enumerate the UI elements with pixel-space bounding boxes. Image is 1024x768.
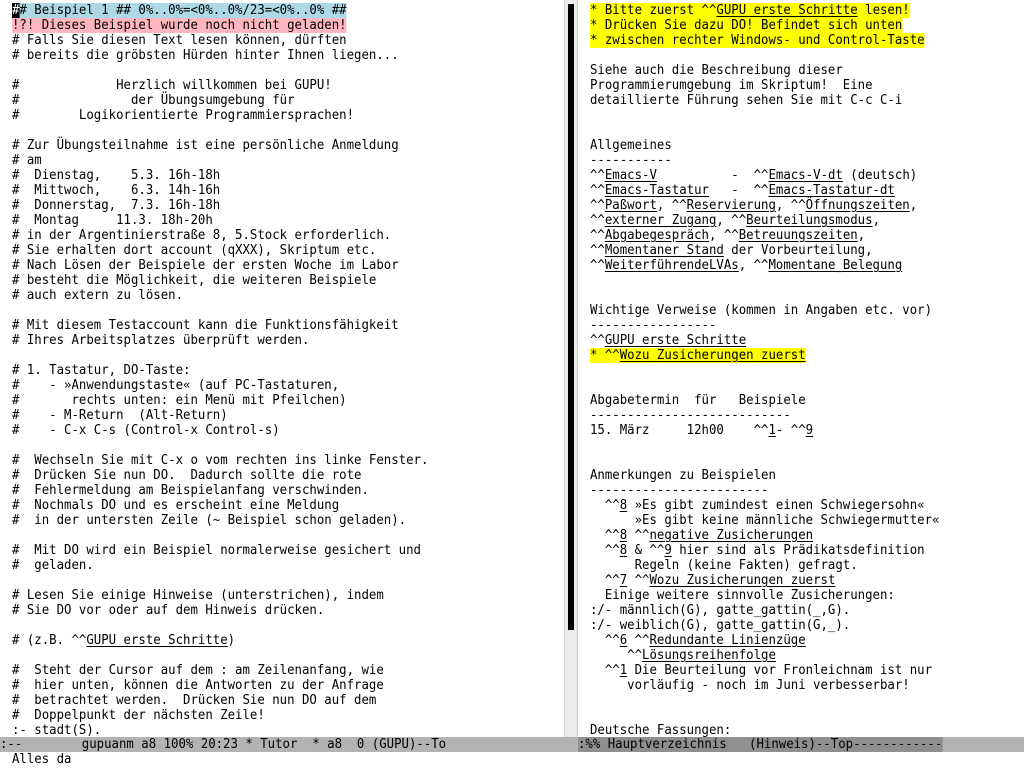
buffer-text: , — [872, 213, 881, 228]
buffer-text: 15. März 12h00 ^^ — [590, 423, 769, 438]
buffer-text: , ^^ — [656, 198, 687, 213]
buffer-line[interactable] — [12, 693, 376, 708]
buffer-text: # Mit diesem Testaccount kann die Funktionsfähigkeit — [12, 318, 399, 333]
buffer-text: ^^ — [590, 228, 605, 243]
buffer-line[interactable] — [590, 348, 806, 363]
buffer-line[interactable] — [590, 618, 850, 633]
buffer-text: ^^ — [590, 573, 620, 588]
buffer-line[interactable] — [590, 468, 776, 483]
hint-link[interactable]: 7 — [619, 573, 628, 588]
buffer-text: ^^ — [590, 543, 620, 558]
buffer-line[interactable] — [590, 408, 791, 423]
buffer-text: Die Beurteilung vor Fronleichnam ist nur — [627, 663, 933, 678]
buffer-line[interactable] — [590, 33, 925, 48]
hint-link[interactable]: Momentane_Belegung — [768, 258, 903, 273]
buffer-text: Deutsche Fassungen: — [590, 723, 732, 737]
buffer-text: # Mittwoch, 6.3. 14h-16h — [12, 183, 221, 198]
hint-link[interactable]: GUPU_erste_Schritte — [86, 633, 228, 648]
buffer-line[interactable] — [590, 78, 873, 93]
buffer-line[interactable] — [590, 393, 806, 408]
buffer-line[interactable] — [590, 483, 768, 498]
buffer-line[interactable] — [590, 678, 910, 693]
buffer-text: !?! Dieses Beispiel wurde noch nicht geladen! — [12, 18, 347, 33]
buffer-text: Einige weitere sinnvolle Zusicherungen: — [590, 588, 895, 603]
buffer-line[interactable] — [590, 213, 880, 228]
buffer-line[interactable] — [12, 168, 220, 183]
hint-link[interactable]: 6 — [619, 633, 628, 648]
buffer-line[interactable] — [590, 93, 902, 108]
buffer-line[interactable] — [12, 183, 220, 198]
buffer-text: # in der Argentinierstraße 8, 5.Stock erforderlich. — [12, 228, 392, 243]
buffer-line[interactable] — [590, 153, 672, 168]
buffer-line[interactable] — [12, 213, 213, 228]
buffer-line[interactable] — [12, 483, 369, 498]
buffer-text: # der Übungsumgebung für — [12, 93, 295, 108]
buffer-text: # Sie DO vor oder auf dem Hinweis drücken. — [12, 603, 325, 618]
buffer-text: # Herzlich willkommen bei GUPU! — [12, 78, 332, 93]
buffer-text: ) — [227, 633, 236, 648]
hint-link[interactable]: Redundante_Linienzüge — [649, 633, 806, 648]
buffer-line[interactable] — [12, 588, 384, 603]
buffer-line[interactable] — [12, 333, 309, 348]
hint-link[interactable]: WeiterführendeLVAs — [604, 258, 739, 273]
hint-link[interactable]: GUPU_erste_Schritte — [716, 3, 858, 18]
buffer-text: & ^^ — [627, 543, 665, 558]
buffer-line[interactable] — [12, 513, 406, 528]
buffer-line[interactable] — [590, 423, 813, 438]
buffer-text: Abgabetermin für Beispiele — [590, 393, 806, 408]
buffer-text: # Drücken Sie nun DO. Dadurch sollte die rote — [12, 468, 362, 483]
hint-link[interactable]: Emacs-Tastatur-dt — [768, 183, 895, 198]
minibuffer[interactable] — [0, 752, 1024, 768]
buffer-text: , ^^ — [775, 198, 806, 213]
hint-link[interactable]: negative_Zusicherungen — [649, 528, 814, 543]
buffer-text: ^^ — [590, 333, 605, 348]
buffer-line[interactable] — [590, 168, 917, 183]
buffer-text: ^^ — [590, 168, 605, 183]
buffer-text: detaillierte Führung sehen Sie mit C-c C-i — [590, 93, 903, 108]
buffer-line[interactable] — [590, 318, 716, 333]
hint-link[interactable]: 8 — [619, 498, 628, 513]
buffer-line[interactable] — [590, 603, 850, 618]
buffer-line[interactable] — [590, 513, 939, 528]
buffer-text: # Mit DO wird ein Beispiel normalerweise gesichert und — [12, 543, 421, 558]
buffer-line[interactable] — [590, 228, 865, 243]
buffer-line[interactable] — [590, 573, 835, 588]
buffer-text: # Doppelpunkt der nächsten Zeile! — [12, 708, 265, 723]
buffer-text: ----------- — [590, 153, 672, 168]
hint-link[interactable]: 1 — [768, 423, 776, 438]
hint-link[interactable]: Abgabegespräch — [604, 228, 709, 243]
buffer-line[interactable] — [590, 498, 925, 513]
buffer-line[interactable] — [12, 3, 347, 18]
buffer-text: # Zur Übungsteilnahme ist eine persönliche Anmeldung — [12, 138, 399, 153]
buffer-line[interactable] — [12, 228, 391, 243]
buffer-text: ^^ — [590, 258, 605, 273]
buffer-text: # Nach Lösen der Beispiele der ersten Woche im Labor — [12, 258, 399, 273]
buffer-text: # Nochmals DO und es erscheint eine Meldung — [12, 498, 340, 513]
buffer-line[interactable] — [12, 663, 384, 678]
buffer-text: # (z.B. ^^ — [12, 633, 87, 648]
buffer-line[interactable] — [12, 78, 332, 93]
mode-line-left: :-- gupuanm a8 100% 20:23 * Tutor * a8 0 (GUPU)--To — [0, 737, 447, 752]
buffer-text: # - »Anwendungstaste« (auf PC-Tastaturen, — [12, 378, 340, 393]
buffer-line[interactable] — [12, 48, 399, 63]
buffer-line[interactable] — [590, 723, 731, 737]
minibuffer-message: Alles da — [12, 752, 72, 767]
hint-link[interactable]: Momentaner_Stand — [604, 243, 724, 258]
buffer-text: ^^ — [590, 498, 620, 513]
buffer-text: Regeln (keine Fakten) gefragt. — [590, 558, 858, 573]
buffer-line[interactable] — [590, 333, 746, 348]
hint-link[interactable]: Reservierung — [686, 198, 776, 213]
buffer-line[interactable] — [12, 603, 324, 618]
buffer-text: --------------------------- — [590, 408, 791, 423]
buffer-text: , ^^ — [716, 213, 747, 228]
buffer-line[interactable] — [12, 543, 421, 558]
hint-link[interactable]: Wozu_Zusicherungen_zuerst — [649, 573, 836, 588]
scrollbar-thumb[interactable] — [568, 4, 574, 630]
buffer-text: # betrachtet werden. Drücken Sie nun DO auf dem — [12, 693, 377, 708]
buffer-text: * zwischen rechter Windows- und Control-Taste — [590, 33, 925, 48]
buffer-line[interactable] — [12, 708, 265, 723]
hint-link[interactable]: externer_Zugang — [604, 213, 717, 228]
buffer-text: # Lesen Sie einige Hinweise (unterstrichen), indem — [12, 588, 384, 603]
buffer-text: * ^^ — [590, 348, 620, 363]
buffer-text: # Dienstag, 5.3. 16h-18h — [12, 168, 221, 183]
buffer-text: »Es gibt zumindest einen Schwiegersohn« — [627, 498, 925, 513]
buffer-text: ^^ — [627, 633, 650, 648]
buffer-text: Allgemeines — [590, 138, 672, 153]
vertical-scrollbar[interactable] — [564, 0, 578, 737]
buffer-text: # Donnerstag, 7.3. 16h-18h — [12, 198, 221, 213]
buffer-line[interactable] — [12, 453, 428, 468]
buffer-line[interactable] — [590, 63, 843, 78]
buffer-line[interactable] — [12, 258, 399, 273]
buffer-text: ^^ — [590, 213, 605, 228]
buffer-text: * Drücken Sie dazu DO! Befindet sich unten — [590, 18, 903, 33]
buffer-line[interactable] — [590, 663, 932, 678]
buffer-line[interactable] — [12, 93, 295, 108]
buffer-text: Siehe auch die Beschreibung dieser — [590, 63, 843, 78]
buffer-text: ^^ — [590, 663, 620, 678]
buffer-line[interactable] — [12, 33, 347, 48]
buffer-text: ^^ — [590, 243, 605, 258]
buffer-line[interactable] — [590, 243, 873, 258]
buffer-line[interactable] — [12, 723, 101, 737]
hint-link[interactable]: GUPU_erste_Schritte — [604, 333, 747, 348]
buffer-text: # Falls Sie diesen Text lesen können, dürften — [12, 33, 347, 48]
buffer-text: , ^^ — [738, 258, 769, 273]
buffer-line[interactable] — [12, 498, 339, 513]
mode-line-right: :%% Hauptverzeichnis (Hinweis)--Top------------ — [578, 737, 943, 752]
buffer-text: ----------------- — [590, 318, 717, 333]
buffer-text: - ^^ — [775, 423, 806, 438]
buffer-text: (deutsch) — [842, 168, 918, 183]
buffer-line[interactable] — [590, 3, 910, 18]
buffer-text: - ^^ — [708, 183, 769, 198]
buffer-line[interactable] — [12, 198, 220, 213]
buffer-text: # Logikorientierte Programmiersprachen! — [12, 108, 355, 123]
buffer-text: # Wechseln Sie mit C-x o vom rechten ins linke Fenster. — [12, 453, 429, 468]
buffer-text: # bereits die gröbsten Hürden hinter Ihnen liegen... — [12, 48, 399, 63]
buffer-line[interactable] — [12, 408, 228, 423]
buffer-line[interactable] — [12, 288, 183, 303]
hint-link[interactable]: Emacs-Tastatur — [604, 183, 709, 198]
buffer-line[interactable] — [12, 108, 354, 123]
buffer-text: # Montag 11.3. 18h-20h — [12, 213, 213, 228]
right-editor-pane[interactable] — [578, 0, 1024, 737]
buffer-text: # in der untersten Zeile (~ Beispiel schon geladen). — [12, 513, 407, 528]
buffer-text: # hier unten, können die Antworten zu der Anfrage — [12, 678, 384, 693]
hint-link[interactable]: Paßwort — [604, 198, 657, 213]
buffer-text: , ^^ — [708, 228, 739, 243]
hint-link[interactable]: 9 — [805, 423, 814, 438]
buffer-line[interactable] — [590, 543, 925, 558]
buffer-text: »Es gibt keine männliche Schwiegermutter« — [590, 513, 940, 528]
hint-link[interactable]: Betreuungszeiten — [738, 228, 858, 243]
hint-link[interactable]: Beurteilungsmodus — [746, 213, 873, 228]
buffer-text: :/- weiblich(G), gatte_gattin(G,_). — [590, 618, 851, 633]
buffer-text: der Vorbeurteilung, — [723, 243, 873, 258]
buffer-text: :- stadt(S). — [12, 723, 102, 737]
buffer-line[interactable] — [590, 648, 776, 663]
mode-line — [0, 737, 1024, 752]
buffer-text: # geladen. — [12, 558, 94, 573]
buffer-text: # auch extern zu lösen. — [12, 288, 184, 303]
buffer-text: vorläufig - noch im Juni verbesserbar! — [590, 678, 910, 693]
buffer-text: :/- männlich(G), gatte_gattin(_,G). — [590, 603, 851, 618]
buffer-line[interactable] — [590, 558, 858, 573]
hint-link[interactable]: Wozu_Zusicherungen_zuerst — [619, 348, 806, 363]
buffer-line[interactable] — [12, 423, 280, 438]
buffer-text: ^^ — [590, 198, 605, 213]
buffer-text: # Ihres Arbeitsplatzes überprüft werden. — [12, 333, 310, 348]
buffer-text: - ^^ — [656, 168, 769, 183]
buffer-line[interactable] — [12, 243, 376, 258]
hint-link[interactable]: 9 — [664, 543, 672, 558]
buffer-text: Wichtige Verweise (kommen in Angaben etc. vor) — [590, 303, 933, 318]
buffer-text: # am — [12, 153, 42, 168]
hint-link[interactable]: Emacs-V-dt — [768, 168, 843, 183]
buffer-text: # Beispiel 1 ## 0%..0%=<0%..0%/23=<0%..0% ## — [19, 3, 347, 18]
buffer-line[interactable] — [590, 198, 917, 213]
buffer-line[interactable] — [590, 18, 902, 33]
buffer-line[interactable] — [590, 528, 813, 543]
buffer-text: # Steht der Cursor auf dem : am Zeilenanfang, wie — [12, 663, 384, 678]
buffer-line[interactable] — [12, 318, 399, 333]
buffer-text: # besteht die Möglichkeit, die weiteren Beispiele — [12, 273, 377, 288]
hint-link[interactable]: Emacs-V — [604, 168, 657, 183]
buffer-line[interactable] — [12, 378, 339, 393]
buffer-text: hier sind als Prädikatsdefinition — [671, 543, 925, 558]
buffer-text: # rechts unten: ein Menü mit Pfeilchen) — [12, 393, 347, 408]
buffer-text: lesen! — [857, 3, 910, 18]
buffer-text: Programmierumgebung im Skriptum! Eine — [590, 78, 873, 93]
buffer-line[interactable] — [12, 18, 347, 33]
buffer-line[interactable] — [12, 138, 399, 153]
left-fringe — [0, 0, 10, 737]
buffer-line[interactable] — [590, 633, 806, 648]
buffer-line[interactable] — [590, 258, 902, 273]
buffer-text: # - C-x C-s (Control-x Control-s) — [12, 423, 280, 438]
buffer-line[interactable] — [590, 138, 672, 153]
buffer-line[interactable] — [12, 678, 384, 693]
buffer-line[interactable] — [590, 183, 895, 198]
buffer-line[interactable] — [12, 633, 235, 648]
buffer-text: Anmerkungen zu Beispielen — [590, 468, 776, 483]
buffer-text: # Sie erhalten dort account (qXXX), Skriptum etc. — [12, 243, 377, 258]
buffer-text: ^^ — [627, 528, 650, 543]
buffer-text: ^^ — [590, 648, 643, 663]
buffer-text: ^^ — [627, 573, 650, 588]
buffer-text: # 1. Tastatur, DO-Taste: — [12, 363, 191, 378]
hint-link[interactable]: 8 — [619, 543, 628, 558]
buffer-text: ^^ — [590, 528, 620, 543]
buffer-text: ------------------------ — [590, 483, 769, 498]
text-cursor: # — [12, 3, 20, 18]
buffer-line[interactable] — [12, 363, 190, 378]
buffer-line[interactable] — [12, 153, 42, 168]
hint-link[interactable]: Lösungsreihenfolge — [642, 648, 776, 663]
hint-link[interactable]: 1 — [619, 663, 628, 678]
buffer-line[interactable] — [12, 468, 361, 483]
buffer-text: # - M-Return (Alt-Return) — [12, 408, 228, 423]
buffer-line[interactable] — [12, 393, 347, 408]
buffer-text: * Bitte zuerst ^^ — [590, 3, 717, 18]
buffer-text: ^^ — [590, 183, 605, 198]
buffer-text: , — [857, 228, 866, 243]
buffer-line[interactable] — [12, 273, 376, 288]
buffer-text: # Fehlermeldung am Beispielanfang verschwinden. — [12, 483, 369, 498]
hint-link[interactable]: Öffnungszeiten — [805, 198, 910, 213]
buffer-line[interactable] — [590, 303, 932, 318]
hint-link[interactable]: 8 — [619, 528, 628, 543]
buffer-line[interactable] — [12, 558, 94, 573]
buffer-line[interactable] — [590, 588, 895, 603]
buffer-text: , — [909, 198, 918, 213]
buffer-text: ^^ — [590, 633, 620, 648]
